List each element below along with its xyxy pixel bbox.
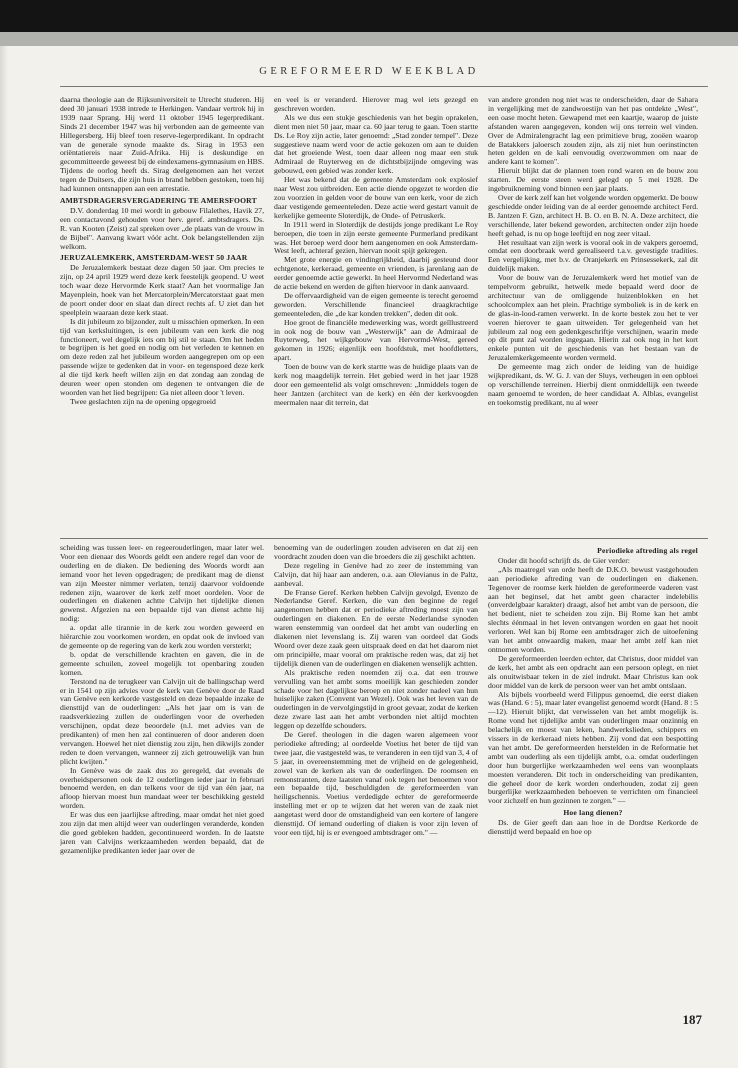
paragraph: In Genève was de zaak dus zo geregeld, dat evenals de overheidspersonen ook de 12 ouderlingen ieder jaar in februari benoemd werden, en dan telkens voor de tijd van één jaar, na afloop hiervan moest hun mandaat weer ter beschikking gesteld worden. <box>60 765 264 811</box>
paragraph: Toen de bouw van de kerk startte was de huidige plaats van de kerk nog maagdelijk terrein. Het gebied werd in het jaar 1928 door een gemeentelid als volgt omschreven: „Inmiddels togen de heer Jantzen (architect van de kerk) en één der kerkvoogden meermalen naar dit terrein, dat <box>274 362 478 407</box>
paragraph: Is dit jubileum zo bijzonder, zult u misschien opmerken. In een tijd van kerksluitingen, is een jubileum van een kerk die nog functioneert, wel degelijk iets om bij stil te staan. Om het heden te begrijpen is het goed en nodig om het verleden te kennen en om deze reden zal het jubileum worden aangegrepen om op een passende wijze te gedenken dat in voor- en tegenspoed deze kerk al die tijd kerk heeft willen zijn en dat zondag aan zondag de deuren weer open stonden om degenen te ontvangen die de woorden van het lied begrijpen: Ga niet alleen door 't leven. <box>60 316 264 397</box>
paragraph: Het resultaat van zijn werk is vooral ook in de vakpers geroemd, omdat een doorbraak werd gerealiseerd t.a.v. gevestigde tradities. Een vergelijking, met b.v. de Oranjekerk en Prinsessekerk, zal dit duidelijk maken. <box>488 237 698 274</box>
paragraph: D.V. donderdag 10 mei wordt in gebouw Filalethes, Havik 27, een contactavond gehouden voor herv. geref. ambtsdragers. Ds. R. van Kooten (Zeist) zal spreken over „de plaats van de vrouw in de Bijbel". Aanvang kwart vóór acht. Ook belangstellenden zijn welkom. <box>60 205 264 251</box>
section-heading: AMBTSDRAGERSVERGADERING TE AMERSFOORT <box>60 195 257 205</box>
section-heading: Hoe lang dienen? <box>563 808 623 818</box>
paragraph: Ds. de Gier geeft dan aan hoe in de Dordtse Kerkorde de diensttijd werd bepaald en hoe op <box>488 818 698 837</box>
paragraph: „Als maatregel van orde heeft de D.K.O. bewust vastgehouden aan periodieke aftreding van de ouderlingen en diakenen. Tegenover de roomse kerk hielden de gereformeerde vaderen vast aan het beginsel, dat het ambt geen character indelebilis (onverdelgbaar karakter) draagt, alsof het ambt van de persoon, die het bedient, niet te scheiden zou zijn. Bij Rome kan het ambt slechts éénmaal in het leven ontvangen worden en gaat het nooit verloren. Wel kan bij Rome een ambtsdrager zich de uitoefening van het ambt onwaardig maken, maar het ambt zelf kan niet ontnomen worden. <box>488 564 698 654</box>
top-column-3 <box>488 96 698 532</box>
paragraph: Met grote energie en vindingrijkheid, daarbij gesteund door echtgenote, kerkeraad, gemeente en vrienden, is jarenlang aan de eerder genoemde actie gewerkt. In heel Hervormd Nederland was de actie bekend en werden de giften hiervoor in dank aanvaard. <box>274 255 478 292</box>
paragraph: De Franse Geref. Kerken hebben Calvijn gevolgd, Evenzo de Nederlandse Geref. Kerken, die van den beginne de regel aangenomen hebben dat er periodieke aftreding moest zijn van ouderlingen en diakenen. En de eerste Nederlandse synoden waren eenstemmig van oordeel dat het ambt van ouderling en diakenen niet levenslang is. Zij waren van oordeel dat Gods Woord over deze zaak geen uitspraak deed en dat het daarom niet om principiële, maar vooral om praktische reden was, dat zij het tijdelijk dienen van de ouderlingen en diakenen wenselijk achtten. <box>274 587 478 668</box>
paragraph: De offervaardigheid van de eigen gemeente is terecht geroemd geworden. Verschillende financieel draagkrachtige gemeenteleden, die „de kar konden trekken", deden dit ook. <box>274 290 478 318</box>
paragraph: b. opdat de verschillende krachten en gaven, die in de gemeente schuilen, zoveel mogelijk tot openbaring zouden komen. <box>60 649 264 677</box>
paragraph: Terstond na de terugkeer van Calvijn uit de ballingschap werd er in 1541 op zijn advies voor de kerk van Genève door de Raad van Genève een kerkorde vastgesteld en deze bepaalde inzake de diensttijd van de ouderlingen: „Als het jaar om is van de raadsverkiezing zullen de ouderlingen voor de overheden verschijnen, opdat deze beoordele (n.l. met advies van de predikanten) of men hen zal continueren of door anderen doen vervangen. Hoewel het niet dienstig zou zijn, hen dikwijls zonder reden te doen vervangen, wanneer zij zich getrouwelijk van hun plicht kwijten." <box>60 676 264 766</box>
paragraph: De gereformeerden leerden echter, dat Christus, door middel van de kerk, het ambt als een opdracht aan een persoon oplegt, en niet als onuitwisbaar teken in de ziel indrukt. Maar Christus kan ook door middel van de kerk de persoon weer van het ambt ontslaan. <box>488 653 698 690</box>
section-heading: JERUZALEMKERK, AMSTERDAM-WEST 50 JAAR <box>60 253 248 263</box>
paragraph: De Geref. theologen in die dagen waren algemeen voor periodieke aftreding; al oordeelde Voetius het beter de tijd van twee jaar, die vastgesteld was, te veranderen in een tijd van 3, 4 of 5 jaar, in overeenstemming met de vrijheid en de gelegenheid, zowel van de kerken als van de ouderlingen. De roomsen en remonstranten, deze laatsten vanaf ook tegen het benoemen voor een bepaalde tijd, beschuldigden de gereformeerden van heiligschennis. Voetius verdedigde echter de gereformeerde instelling met er op te wijzen dat het weren van de zaak niet aangetast werd door de omstandigheid van een kortere of langere diensttijd. Of iemand ouderling of diaken is voor zijn leven of voor een tijd, hij is er evengoed ambtsdrager om." — <box>274 730 478 837</box>
paragraph: De gemeente mag zich onder de leiding van de huidige wijkpredikant, ds. W. G. J. van der Sluys, verheugen in een opbloei op verschillende terreinen. Hierbij dient onmiddellijk een tweede naam genoemd te worden, de heer candidaat A. Alblas, evangelist en toekomstig predikant, nu al weer <box>488 362 698 407</box>
paragraph: benoeming van de ouderlingen zouden adviseren en dat zij een voordracht zouden doen van die broeders die zij geschikt achtten. <box>274 544 478 561</box>
section-divider <box>60 538 708 539</box>
paragraph: scheiding was tussen leer- en regeerouderlingen, maar later wel. Voor een dienaar des Woords geldt een andere regel dan voor de ouderling en de diaken. De bediening des Woords wordt aan iemand voor het leven opgedragen; de predikant mag de dienst van zijn Meester nimmer verlaten, tenzij daarvoor voldoende redenen zijn, waarover de kerk zelf moet oordelen. Voor de ouderlingen en diakenen achtte Calvijn het tijdelijke dienen gewenst. Afgezien na een bepaalde tijd van dienst achtte hij nodig: <box>60 544 264 624</box>
header-rule <box>60 86 708 87</box>
scan-shadow-band <box>0 32 738 46</box>
paragraph: Als we dus een stukje geschiedenis van het begin oprakelen, dient men niet 50 jaar, maar ca. 60 jaar terug te gaan. Toen startte Ds. Le Roy zijn actie, later genoemd: „Stad zonder tempel". Deze suggestieve naam werd voor de actie gekozen om aan te duiden dat het groeiende West, toen daar alleen nog maar een stuk Admiraal de Ruyterweg en de dichtstbijzijnde omgeving was gebouwd, een gebied was zonder kerk. <box>274 112 478 176</box>
bottom-column-3 <box>488 544 698 1004</box>
paragraph: In 1911 werd in Sloterdijk de destijds jonge predikant Le Roy beroepen, die toen in zijn eerste gemeente Purmerland predikant was. Het beroep werd door hem aangenomen en ook Amsterdam-West leeft, achteraf gezien, hiervan nooit spijt gekregen. <box>274 219 478 256</box>
paragraph: Onder dit hoofd schrijft ds. de Gier verder: <box>498 555 630 565</box>
paragraph: Er was dus een jaarlijkse aftreding, maar omdat het niet goed zou zijn dat men altijd weer van ouderlingen veranderde, konden die goed gebleken hadden, gecontinueerd worden. In de laatste jaren van Calvijns werkzaamheden werden bepaald, dat de gezamenlijke predikanten ieder jaar over de <box>60 810 264 855</box>
scan-left-shadow <box>0 46 8 1068</box>
paragraph: De Jeruzalemkerk bestaat deze dagen 50 jaar. Om precies te zijn, op 24 april 1929 werd deze kerk feestelijk geopend. U weet toch waar deze Hervormde Kerk staat? Aan het voormalige Jan Mayenplein, hoek van het Mercatorplein/Mercatorstaat gaat men de poort onder door en slaat dan direct rechts af. U ziet dan het speelplein waaraan deze kerk staat. <box>60 263 264 317</box>
paragraph: en veel is er veranderd. Hierover mag wel iets gezegd en geschreven worden. <box>274 96 478 113</box>
paragraph: Hieruit blijkt dat de plannen toen rond waren en de bouw zou starten. De eerste steen werd gelegd op 5 mei 1928. De ingebruikneming vond binnen een jaar plaats. <box>488 166 698 194</box>
paragraph: Voor de bouw van de Jeruzalemkerk werd het motief van de tempelvorm gebruikt, hetwelk mede bepaald werd door de architectuur van de omliggende huizenblokken en het schoolcomplex aan het plein. Prachtige symboliek is in de kerk en de glas-in-lood-ramen verwerkt. In de korte bestek zou het te ver voeren hierover te gaan uitweiden. Ter gelegenheid van het jubileum zal nog een gedenkgeschriftje verschijnen, waarin mede op dit punt zal worden ingegaan. Hierin zal ook nog in het kort enkele punten uit de geschiedenis van het bestaan van de Jeruzalemkerkgemeente worden vermeld. <box>488 273 698 363</box>
paragraph: a. opdat alle tirannie in de kerk zou worden geweerd en hiërarchie zou voorkomen worden, en opdat ook de invloed van de gemeente op de regering van de kerk zou worden versterkt; <box>60 623 264 650</box>
bottom-column-1 <box>60 544 264 1016</box>
paragraph: Als praktische reden noemden zij o.a. dat een trouwe vervulling van het ambt soms moeilijk kan geschieden zonder schade voor het dagelijkse beroep en niet zonder nadeel van hun huiselijke zaken (Convent van Wezel). Ook was het leven van de ouderlingen in de vervolgingstijd in groot gevaar, zodat de kerken deze zware last aan het ambt verbonden niet altijd mochten leggen op dezelfde schouders. <box>274 667 478 731</box>
paragraph: van andere gronden nog niet was te onderscheiden, daar de Sahara in vergelijking met de zandwoestijn van het pas ontdekte „West", een oase mocht heten. Gewapend met een kaartje, waarop de juiste afstanden waren aangegeven, konden wij ons terrein wel vinden. Over de Admiralengracht lag een primitieve brug, zooëen waarop de Batakkers jaloersch zouden zijn, als zij niet hun oerinstincten heten gelden en de kali eenvoudig overzwommen om naar de andere kant te komen". <box>488 96 698 167</box>
top-column-1 <box>60 96 264 532</box>
paragraph: Twee geslachten zijn na de opening opgegroeid <box>70 396 216 406</box>
bottom-column-2 <box>274 544 478 1016</box>
section-heading: Periodieke aftreding als regel <box>597 546 698 555</box>
running-header: GEREFORMEERD WEEKBLAD <box>259 66 479 77</box>
scan-top-band <box>0 0 738 32</box>
paragraph: Het was bekend dat de gemeente Amsterdam ook explosief naar West zou uitbreiden. Een actie diende opgezet te worden die zou voorzien in gelden voor de bouw van een kerk, voor de zich daar vestigende gemeenteleden. Deze actie werd gestart vanuit de kerkelijke gemeente Sloterdijk, de Onde- of Petruskerk. <box>274 175 478 220</box>
paragraph: Als bijbels voorbeeld werd Filippus genoemd, die eerst diaken was (Hand. 6 : 5), maar later evangelist genoemd wordt (Hand. 8 : 5—12). Hieruit blijkt, dat verwisselen van het ambt mogelijk is. Rome vond het tijdelijke ambt van ouderlingen maar onzinnig en belachelijk en moest van leken, handwerkslieden, schippers en vissers in de kerkeraad niets hebben. Zij vond dat een bespotting van het ambt. De gereformeerden herstelden in de Reformatie het ambt van ouderling als een tijdelijk ambt, o.a. omdat ouderlingen door hun burgerlijke werkzaamheden wel eens van woonplaats moesten veranderen. Dit toch in onderscheiding van predikanten, die geheel door de kerk worden onderhouden, zodat zij geen burgerlijke werkzaamheden behoeven te verrichten om financieel voor zichzelf en hun gezinnen te zorgen." — <box>488 689 698 806</box>
top-column-2 <box>274 96 478 532</box>
paragraph: Hoe groot de financiële medewerking was, wordt geïllustreerd in ook nog de bouw van „Westerwijk" aan de Admiraal de Ruyterweg, het wijkgebouw van Hervormd-West, gereed gekomen in 1926; eigenlijk een hoofdstuk, met hoofdletters, apart. <box>274 317 478 363</box>
paragraph: Deze regeling in Genève had zo zeer de instemming van Calvijn, dat hij haar aan anderen, o.a. aan Olevianus in de Paltz, aanbeval. <box>274 560 478 588</box>
paragraph: daarna theologie aan de Rijksuniversiteit te Utrecht studeren. Hij deed 30 januari 1938 intrede te Herkingen. Vandaar vertrok hij in 1939 naar Sprang. Hij werd 11 oktober 1945 legerpredikant. Sinds 21 december 1947 was hij verbonden aan de gemeente van Hillegersberg. Hij bleef toen reserve-legerpredikant. In opdracht van de generale synode maakte ds. Sirag in 1953 een oriëntatiereis naar Zuid-Afrika. Hij is deskundige en gecommitteerde geweest bij de eindexamens-gymnasium en HBS. Tijdens de oorlog heeft ds. Sirag deelgenomen aan het verzet tegen de Duitsers, die zijn huis in brand hebben gestoken, toen hij had kunnen ontsnappen aan een arrestatie. <box>60 96 264 194</box>
page-number: 187 <box>682 1012 702 1027</box>
paragraph: Over de kerk zelf kan het volgende worden opgemerkt. De bouw geschiedde onder leiding van de al eerder genoemde architect Ferd. B. Jantzen F. Gzn, architect H. B. O. en B. N. A. Deze architect, die verschillende, later bekend geworden, architecten onder zijn hoede heeft gehad, is nu op hoge leeftijd en nog zeer vitaal. <box>488 192 698 238</box>
